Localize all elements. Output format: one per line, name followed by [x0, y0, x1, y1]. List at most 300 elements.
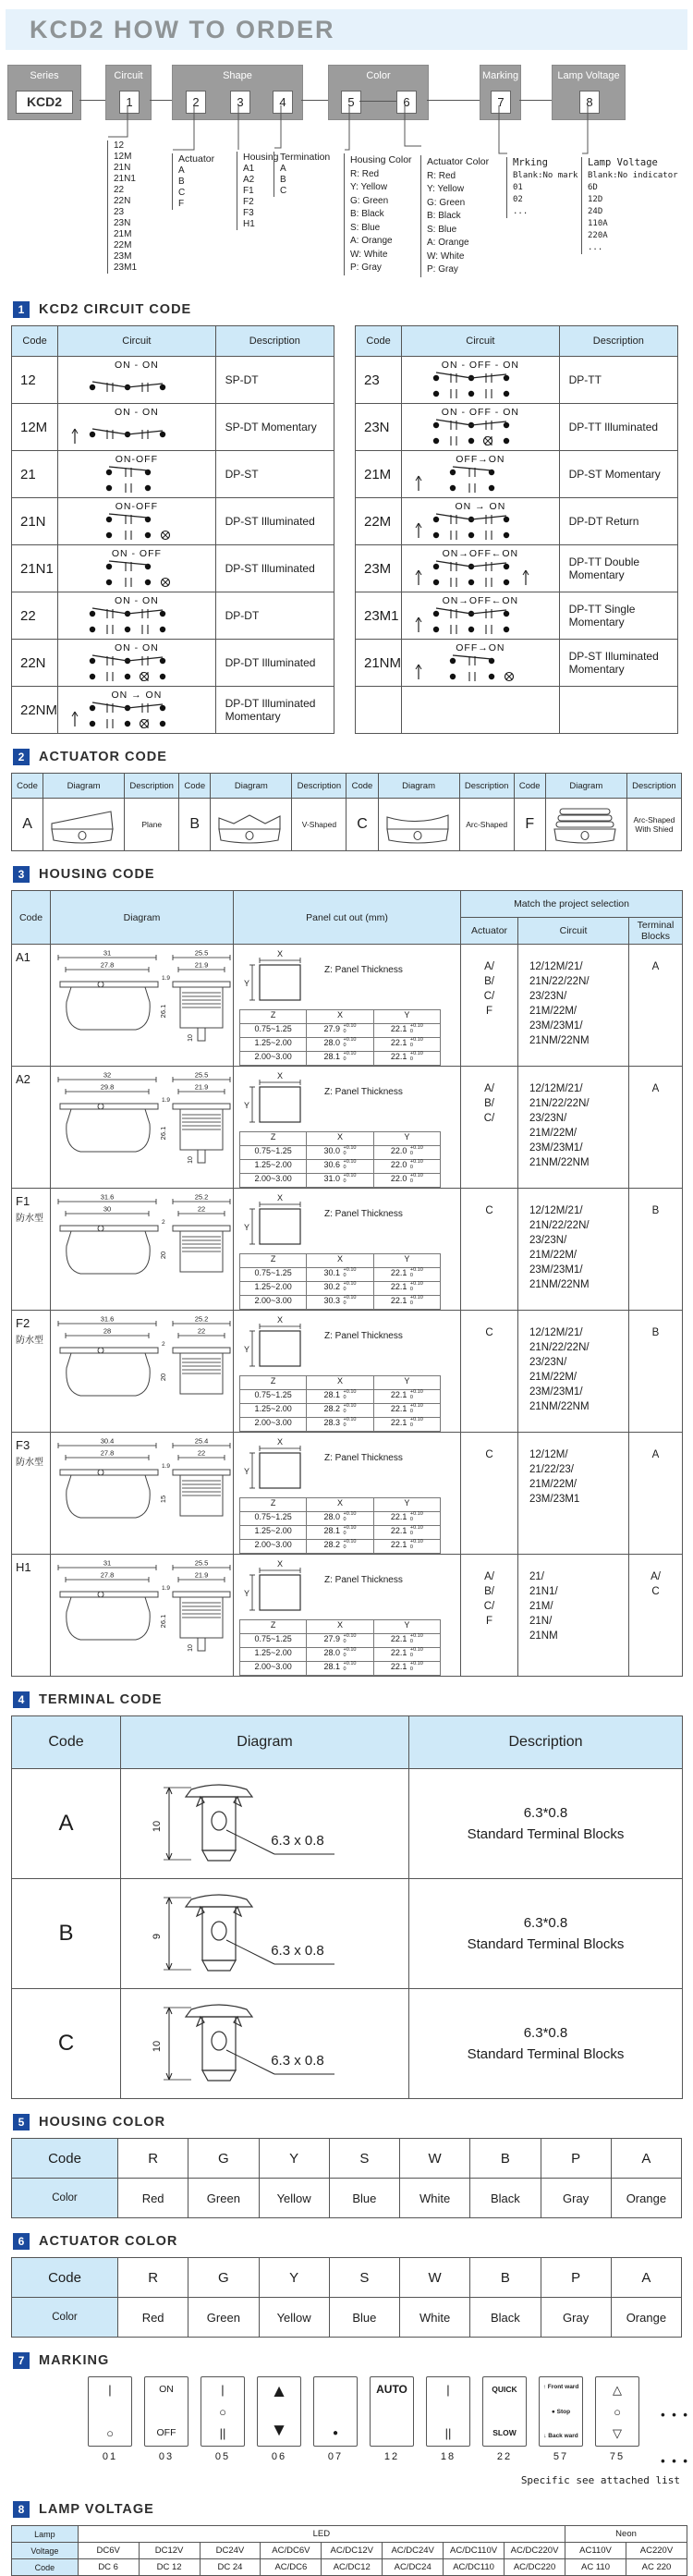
- terminal-table: [11, 1715, 683, 2099]
- ellipse: [581, 832, 589, 840]
- div: A: [651, 1449, 660, 1460]
- tbody: [12, 2526, 687, 2576]
- column-header: Diagram: [51, 891, 234, 945]
- cutout-header: Y: [373, 1010, 440, 1024]
- cutout-z: 2.00~3.00: [240, 1662, 307, 1676]
- marking-glyph: ○: [106, 2426, 114, 2440]
- polyline: [345, 105, 349, 150]
- marking-glyph: ↑ Front ward: [542, 2384, 579, 2390]
- text: 31.6: [100, 1192, 115, 1202]
- flow-list-item: Blank:No indicator: [588, 171, 678, 180]
- circuit-description-cell: DP-TT Double Momentary: [559, 545, 677, 592]
- cutout-y: 22.1 +0.10 0: [373, 1390, 440, 1404]
- thead: [12, 1716, 683, 1769]
- housing-diagram: [53, 1558, 234, 1654]
- div: 12/12M/21/: [529, 1083, 583, 1094]
- circle: [160, 721, 165, 726]
- text: X: [276, 1071, 284, 1080]
- div: A/: [484, 1083, 494, 1094]
- tolerance: [344, 1512, 357, 1522]
- marking-ellipsis: • • •: [661, 2408, 689, 2422]
- column-header: Description: [459, 774, 514, 799]
- flow-list-title: Actuator Color: [427, 156, 490, 167]
- housing-diagram: [53, 1192, 234, 1288]
- text: 25.2: [194, 1192, 209, 1202]
- section-title: MARKING: [39, 2353, 110, 2368]
- text: 6.3 x 0.8: [270, 1833, 324, 1849]
- cutout-y: 22.1 +0.10 0: [373, 1540, 440, 1554]
- housing-diagram: [53, 1070, 234, 1166]
- span: +0.10: [409, 1661, 423, 1667]
- row-label: Color: [12, 2298, 118, 2338]
- flow-group-label: Circuit: [114, 70, 143, 81]
- line: [436, 372, 471, 378]
- color-code-cell: Y: [259, 2139, 329, 2179]
- flow-list-item: 12M: [114, 152, 132, 162]
- voltage-code-cell: AC 110: [565, 2559, 626, 2576]
- circuit-description-cell: DP-DT Illuminated: [215, 640, 334, 687]
- span: +0.10: [409, 1647, 423, 1654]
- column-header: Code: [12, 1716, 121, 1769]
- flow-digit: 6: [396, 91, 417, 114]
- path: [67, 1597, 150, 1640]
- span: 0: [409, 1394, 413, 1400]
- marking-box-07: [313, 2376, 358, 2447]
- div: 21M/22M/: [529, 1006, 578, 1017]
- cutout-header: Y: [373, 1498, 440, 1512]
- circle: [468, 391, 474, 397]
- circle: [504, 391, 509, 397]
- color-name-cell: Red: [118, 2298, 188, 2338]
- cutout-y: 22.1 +0.10 0: [373, 1296, 440, 1310]
- text: 2: [162, 1219, 165, 1226]
- circuit-table-left: [11, 325, 334, 734]
- column-header: Diagram: [378, 774, 459, 799]
- housing-terminal-cell: [629, 945, 683, 1067]
- div: C/: [483, 991, 495, 1002]
- div: 21N1/: [529, 1586, 558, 1597]
- div: B/: [484, 1098, 494, 1109]
- circle: [145, 532, 151, 538]
- flow-list-title: Housing Color: [350, 154, 412, 165]
- cutout-x: 31.0 +0.10 0: [307, 1174, 373, 1188]
- line: [128, 384, 163, 387]
- span: +0.10: [343, 1417, 357, 1423]
- path: [186, 1895, 252, 1907]
- color-name-cell: Yellow: [259, 2179, 329, 2218]
- polyline: [173, 105, 194, 150]
- div: 21/: [529, 1571, 544, 1582]
- actuator-diagram-cell: [43, 799, 125, 851]
- text: Y: [243, 1345, 250, 1354]
- column-header: Description: [215, 326, 334, 357]
- circuit-description-cell: DP-ST Illuminated: [215, 545, 334, 592]
- tolerance: [410, 1390, 423, 1400]
- cutout-row: [240, 1526, 441, 1540]
- circuit-diagram: [402, 512, 541, 542]
- color-name-cell: Gray: [541, 2179, 611, 2218]
- cutout-y: 22.1 +0.10 0: [373, 1404, 440, 1418]
- terminal-diagram-cell: [121, 1879, 409, 1989]
- marking-box-18: [426, 2376, 470, 2447]
- line: [471, 516, 506, 519]
- div: [122, 1993, 407, 2094]
- text: 22: [197, 1448, 206, 1458]
- flow-list-item: G: Green: [427, 197, 466, 208]
- housing-diagram: [53, 948, 234, 1044]
- circuit-code-cell: 21M: [356, 451, 402, 498]
- text: 6.3 x 0.8: [270, 2053, 324, 2069]
- housing-circuit-cell: [518, 1555, 629, 1677]
- text: 26.1: [159, 1004, 167, 1019]
- housing-circuit-cell: [518, 945, 629, 1067]
- div: 21M/: [529, 1601, 553, 1612]
- path: [52, 812, 113, 829]
- circuit-row: [356, 687, 678, 734]
- flow-list-item: G: Green: [350, 195, 389, 206]
- circle: [90, 385, 95, 390]
- color-code-cell: S: [329, 2139, 399, 2179]
- span: +0.10: [343, 1281, 357, 1288]
- section-header-circuit-code: [13, 301, 693, 318]
- voltage-cell: AC/DC12V: [322, 2543, 383, 2559]
- circuit-diagram-cell: [402, 592, 559, 640]
- actuator-code-cell: C: [346, 799, 378, 851]
- housing-code-cell: [12, 1189, 51, 1311]
- div: 23M/23M1/: [529, 1142, 583, 1154]
- circuit-description-cell: DP-ST Illuminated Momentary: [559, 640, 677, 687]
- div: C: [651, 1586, 660, 1597]
- circle: [106, 564, 112, 569]
- circle: [90, 658, 95, 664]
- flow-list-item: S: Blue: [427, 224, 457, 235]
- section-header-housing-color: [13, 2114, 693, 2130]
- text: 2: [162, 1341, 165, 1348]
- circuit-code-cell: 23: [356, 357, 402, 404]
- actuator-description-cell: Arc-Shaped With Shied: [626, 799, 681, 851]
- span: +0.10: [409, 1633, 423, 1640]
- actuator-color-table: [0, 2257, 693, 2338]
- rect: [202, 2017, 236, 2070]
- circuit-row: [356, 404, 678, 451]
- circle: [90, 627, 95, 632]
- marking-glyph: △: [613, 2383, 622, 2397]
- cutout-row: [240, 1540, 441, 1554]
- circle: [160, 705, 165, 711]
- div: A: [651, 1083, 660, 1094]
- tolerance: [410, 1160, 423, 1170]
- span: +0.10: [409, 1037, 423, 1044]
- marking-glyph: ▽: [613, 2426, 622, 2440]
- circuit-diagram: [402, 606, 541, 636]
- circuit-code-cell: 21NM: [356, 640, 402, 687]
- div: B/: [484, 976, 494, 987]
- flow-list-item: B: Black: [427, 211, 461, 221]
- actuator-color: [11, 2257, 682, 2338]
- flow-group-label: Shape: [223, 70, 252, 81]
- flow-group-label: Lamp Voltage: [557, 70, 620, 81]
- tolerance: [344, 1160, 357, 1170]
- tolerance: [344, 1268, 357, 1278]
- path: [197, 1797, 204, 1806]
- div: 21N/22/22N/: [529, 1098, 590, 1109]
- marking-item: [482, 2376, 527, 2462]
- voltage-cell: AC/DC110V: [444, 2543, 505, 2559]
- marking-glyph: OFF: [156, 2427, 176, 2438]
- text: 21.9: [194, 1570, 209, 1580]
- circle: [160, 674, 165, 679]
- rect: [173, 1470, 230, 1475]
- lamp-voltage: [11, 2525, 687, 2576]
- circuit-description-cell: DP-ST: [215, 451, 334, 498]
- cutout-header: X: [307, 1254, 373, 1268]
- line: [436, 561, 471, 567]
- column-header: Diagram: [121, 1716, 409, 1769]
- rect: [556, 822, 614, 827]
- cutout-y: 22.1 +0.10 0: [373, 1418, 440, 1432]
- circle: [98, 1592, 103, 1597]
- circuit-row: [12, 451, 334, 498]
- marking-code: 57: [553, 2451, 569, 2462]
- voltage-code-cell: AC/DC6: [261, 2559, 322, 2576]
- rect: [173, 1104, 230, 1109]
- marking-item: [144, 2376, 188, 2462]
- circuit-code-cell: 23M: [356, 545, 402, 592]
- circuit-diagram-cell: [402, 498, 559, 545]
- span: +0.10: [409, 1525, 423, 1532]
- color-code-cell: W: [400, 2139, 470, 2179]
- housing-circuit-cell: [518, 1189, 629, 1311]
- terminal-diagram: [127, 1773, 404, 1874]
- color-name-cell: Green: [188, 2298, 259, 2338]
- span: 0: [409, 1408, 413, 1414]
- cutout-x: 28.2 +0.10 0: [307, 1540, 373, 1554]
- section-number-badge: 4: [13, 1691, 30, 1708]
- tolerance: [410, 1418, 423, 1428]
- div: B/: [484, 1586, 494, 1597]
- color-row: [12, 2298, 682, 2338]
- text: 31: [103, 948, 112, 958]
- cutout-z: 1.25~2.00: [240, 1526, 307, 1540]
- span: +0.10: [343, 1159, 357, 1166]
- circuit-description-cell: DP-TT Illuminated: [559, 404, 677, 451]
- flow-digit: 5: [341, 91, 361, 114]
- housing-row: [12, 1555, 683, 1677]
- div: A/: [484, 961, 494, 972]
- column-header: Description: [125, 774, 179, 799]
- span: +0.10: [409, 1511, 423, 1518]
- tr: [240, 1010, 441, 1024]
- cutout-y: 22.1 +0.10 0: [373, 1512, 440, 1526]
- color-name-cell: Black: [470, 2298, 541, 2338]
- actuator-diagram-cell: [378, 799, 459, 851]
- span: +0.10: [343, 1267, 357, 1274]
- circle: [504, 438, 509, 444]
- housing-actuator-cell: [461, 1311, 518, 1433]
- circuit-diagram-cell: [402, 640, 559, 687]
- div: 21N/22/22N/: [529, 976, 590, 987]
- housing-diagram-cell: [51, 1067, 234, 1189]
- tbody: [12, 799, 682, 851]
- circle: [433, 532, 439, 538]
- thead: [12, 774, 682, 799]
- cutout-header: Y: [373, 1620, 440, 1634]
- rect: [60, 1470, 158, 1475]
- cutout-x: 28.1 +0.10 0: [307, 1662, 373, 1676]
- actuator-code-cell: B: [179, 799, 211, 851]
- terminal-row: [12, 1879, 683, 1989]
- circuit-row: [12, 357, 334, 404]
- panel-cutout-diagram: [239, 1558, 324, 1616]
- cutout-size-table: [239, 1253, 441, 1310]
- text: 21.9: [194, 960, 209, 970]
- span: 0: [409, 1516, 413, 1522]
- column-header: Actuator: [461, 918, 518, 945]
- tr: [12, 326, 334, 357]
- text: 31.6: [100, 1314, 115, 1324]
- tr: [12, 774, 682, 799]
- span: 0: [409, 1178, 413, 1184]
- flow-list-item: C: [280, 186, 287, 196]
- span: +0.10: [343, 1037, 357, 1044]
- page-title: KCD2 HOW TO ORDER: [6, 9, 687, 50]
- div: [122, 1773, 407, 1874]
- flow-list-item: A: Orange: [427, 238, 469, 248]
- actuator-description-cell: Arc-Shaped: [459, 799, 514, 851]
- cutout-header: Z: [240, 1132, 307, 1146]
- circle: [90, 674, 95, 679]
- row-label: Color: [12, 2179, 118, 2218]
- span: +0.10: [409, 1389, 423, 1396]
- terminal-code-table: [11, 1715, 693, 2099]
- path: [67, 1109, 150, 1152]
- circuit-code-cell: 12M: [12, 404, 58, 451]
- cutout-z: 0.75~1.25: [240, 1634, 307, 1648]
- div: 6.3*0.8: [523, 1915, 568, 1931]
- section-title: ACTUATOR CODE: [39, 750, 167, 764]
- flow-list-item: P: Gray: [427, 264, 458, 275]
- div: [239, 1192, 456, 1250]
- text: 9: [151, 1933, 163, 1940]
- voltage-row: [12, 2543, 687, 2559]
- circle: [433, 627, 439, 632]
- voltage-code-cell: AC/DC110: [444, 2559, 505, 2576]
- tolerance: [344, 1404, 357, 1414]
- div: A: [651, 961, 660, 972]
- circuit-row: [12, 545, 334, 592]
- column-header: Code: [346, 774, 378, 799]
- section-number-badge: 2: [13, 749, 30, 765]
- ellipse: [212, 1922, 226, 1940]
- color-name-cell: Blue: [329, 2179, 399, 2218]
- marking-code: 05: [214, 2451, 231, 2462]
- circle: [468, 627, 474, 632]
- circle: [450, 658, 456, 664]
- circuit-code-cell: 21N1: [12, 545, 58, 592]
- span: +0.10: [343, 1525, 357, 1532]
- circuit-row: [12, 498, 334, 545]
- rect: [173, 1226, 230, 1231]
- span: +0.10: [409, 1403, 423, 1410]
- line: [128, 431, 163, 434]
- cutout-z: 0.75~1.25: [240, 1024, 307, 1038]
- housing-code-cell: [12, 1067, 51, 1189]
- cutout-x: 30.1 +0.10 0: [307, 1268, 373, 1282]
- span: 0: [343, 1150, 346, 1156]
- cutout-size-table: [239, 1375, 441, 1432]
- flow-list-item: 22N: [114, 196, 131, 206]
- color-code-cell: A: [611, 2139, 681, 2179]
- tr: [356, 326, 678, 357]
- div: [122, 1883, 407, 1984]
- housing-row: [12, 945, 683, 1067]
- tolerance: [344, 1540, 357, 1550]
- actuator-diagram-cell: [545, 799, 626, 851]
- circuit-diagram: [58, 701, 197, 730]
- span: 0: [409, 1164, 413, 1170]
- flow-list-item: A: [280, 164, 286, 174]
- circuit-description-cell: SP-DT Momentary: [215, 404, 334, 451]
- circuit-code-cell: [356, 687, 402, 734]
- circle: [125, 627, 130, 632]
- text: 30.4: [100, 1436, 115, 1446]
- circuit-diagram: [402, 653, 541, 683]
- marking-glyph: AUTO: [376, 2383, 407, 2396]
- div: C: [485, 1449, 493, 1460]
- neon-cell: Neon: [565, 2526, 687, 2543]
- text: X: [276, 1193, 284, 1203]
- span: 0: [343, 1028, 346, 1034]
- tr: [12, 1716, 683, 1769]
- circuit-diagram: [58, 559, 197, 589]
- text: 27.8: [100, 1448, 115, 1458]
- path: [234, 1907, 241, 1916]
- column-header: Code: [514, 774, 545, 799]
- circuit-state-label: ON → ON: [455, 501, 506, 512]
- span: +0.10: [343, 1389, 357, 1396]
- flow-list-item: Blank:No mark: [513, 171, 578, 180]
- column-header: Code: [12, 774, 43, 799]
- tolerance: [410, 1052, 423, 1062]
- housing-code: A2: [16, 1072, 30, 1086]
- span: 0: [343, 1530, 346, 1536]
- span: 0: [343, 1178, 346, 1184]
- voltage-code-cell: AC/DC220: [505, 2559, 565, 2576]
- terminal-row: [12, 1989, 683, 2099]
- div: 21NM: [529, 1630, 558, 1642]
- lamp-type-row: [12, 2526, 687, 2543]
- housing-code: F2: [16, 1316, 30, 1330]
- circle: [98, 982, 103, 987]
- row-label: Lamp: [12, 2526, 79, 2543]
- housing-terminal-cell: [629, 1067, 683, 1189]
- div: 21NM/22NM: [529, 1035, 590, 1046]
- terminal-description-cell: [409, 1879, 683, 1989]
- div: C/: [483, 1601, 495, 1612]
- housing-code: F1: [16, 1194, 30, 1208]
- section-number-badge: 6: [13, 2233, 30, 2250]
- tr: [240, 1376, 441, 1390]
- lamp-voltage-table: [11, 2525, 693, 2576]
- cutout-x: 28.0 +0.10 0: [307, 1648, 373, 1662]
- text: 15: [159, 1495, 167, 1504]
- circle: [106, 485, 112, 491]
- marking-item: [370, 2376, 414, 2462]
- circuit-state-label: ON - OFF: [111, 548, 162, 559]
- rect: [198, 1150, 205, 1163]
- text: Y: [243, 1223, 250, 1232]
- flow-list-item: P: Gray: [350, 262, 382, 273]
